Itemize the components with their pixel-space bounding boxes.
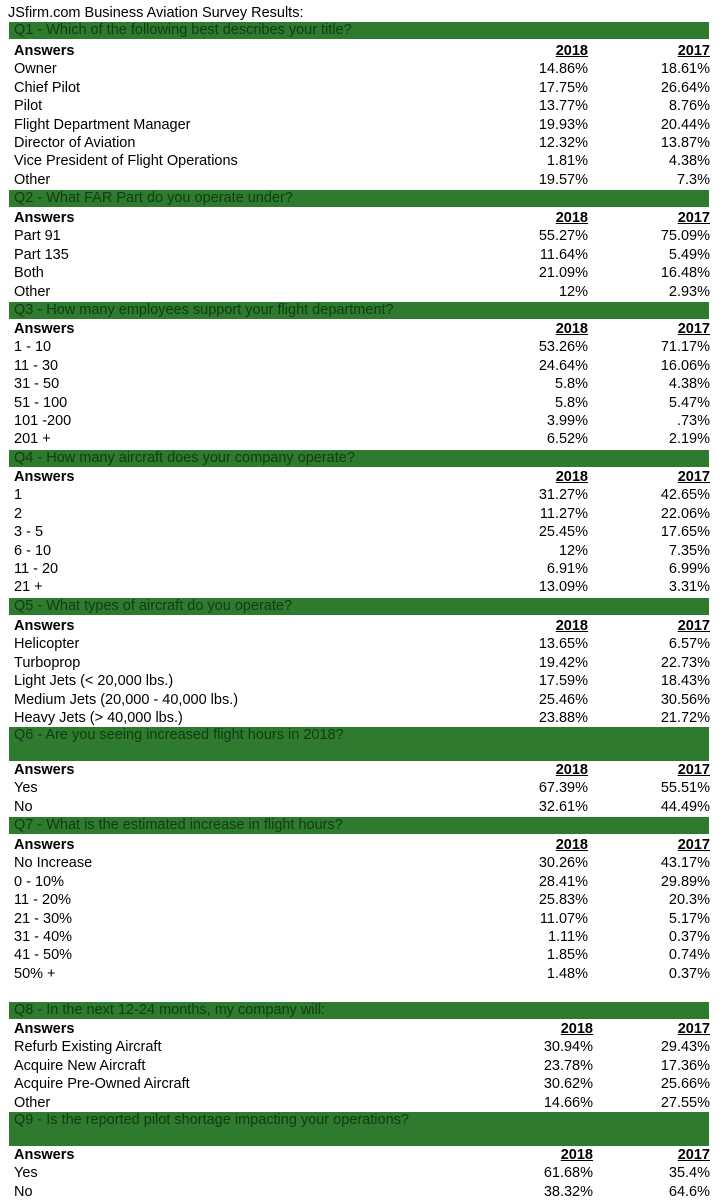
- value-2018: 61.68%: [543, 1165, 593, 1182]
- column-header-row: [14, 761, 710, 779]
- value-2017: .73%: [676, 413, 710, 429]
- answers-column-header: Answers: [14, 321, 75, 337]
- question-header: Q2 - What FAR Part do you operate under?: [9, 190, 709, 207]
- table-row: [14, 854, 710, 872]
- column-header-row: [14, 617, 710, 635]
- value-2017: 44.49%: [660, 798, 710, 815]
- answer-label: Owner: [14, 61, 57, 78]
- value-2018: 25.45%: [538, 524, 588, 541]
- table-row: [14, 910, 710, 928]
- table-row: [14, 965, 710, 983]
- answer-label: 1: [14, 487, 23, 504]
- value-2017: 2.93%: [668, 283, 710, 300]
- value-2017: 0.37%: [668, 965, 710, 982]
- value-2018: 13.09%: [538, 579, 588, 596]
- table-row: [14, 357, 710, 375]
- value-2017: 35.4%: [668, 1165, 710, 1182]
- value-2018: 12%: [558, 283, 588, 300]
- value-2017: 25.66%: [660, 1076, 710, 1093]
- answer-label: 21 - 30%: [14, 910, 73, 927]
- value-2018: 11.27%: [539, 505, 588, 522]
- value-2018: 23.78%: [543, 1057, 593, 1074]
- year-2017-column-header: 2017: [677, 1021, 710, 1037]
- answer-label: Part 135: [14, 246, 69, 263]
- value-2017: 27.55%: [660, 1094, 710, 1111]
- answer-label: 51 - 100: [14, 394, 68, 411]
- value-2017: 6.57%: [668, 636, 710, 653]
- answer-label: 31 - 50: [14, 376, 60, 393]
- answer-label: Yes: [14, 1165, 38, 1182]
- answer-label: No: [14, 1183, 33, 1200]
- value-2017: 7.3%: [676, 171, 710, 188]
- column-header-row: [14, 1146, 710, 1164]
- answer-label: Chief Pilot: [14, 79, 81, 96]
- value-2017: 16.48%: [660, 265, 710, 282]
- table-row: [14, 672, 710, 690]
- value-2018: 25.83%: [538, 892, 588, 909]
- value-2018: 30.62%: [543, 1076, 593, 1093]
- column-header-row: [14, 320, 710, 338]
- value-2017: 17.65%: [660, 524, 710, 541]
- answer-label: Refurb Existing Aircraft: [14, 1039, 162, 1056]
- column-header-row: [14, 1020, 710, 1038]
- table-row: [14, 1075, 710, 1093]
- answer-label: Flight Department Manager: [14, 116, 191, 133]
- answer-label: 41 - 50%: [14, 947, 73, 964]
- answer-label: 11 - 20: [14, 561, 59, 577]
- value-2018: 1.81%: [546, 153, 588, 170]
- table-row: [14, 430, 710, 448]
- value-2017: 5.49%: [668, 246, 710, 263]
- table-row: [14, 152, 710, 170]
- year-2018-column-header: 2018: [555, 321, 588, 337]
- year-2018-column-header: 2018: [555, 618, 588, 634]
- value-2017: 30.56%: [660, 691, 710, 708]
- value-2018: 32.61%: [538, 798, 588, 815]
- year-2017-column-header: 2017: [677, 321, 710, 337]
- answer-label: 0 - 10%: [14, 873, 64, 890]
- table-row: [14, 654, 710, 672]
- table-row: [14, 412, 710, 430]
- answer-label: Turboprop: [14, 654, 81, 671]
- table-row: [14, 1057, 710, 1075]
- answer-label: 201 +: [14, 431, 51, 448]
- value-2017: 64.6%: [668, 1183, 710, 1200]
- value-2017: 22.73%: [660, 654, 710, 671]
- table-row: [14, 338, 710, 356]
- answer-label: Part 91: [14, 228, 61, 245]
- answers-column-header: Answers: [14, 1021, 75, 1037]
- column-header-row: [14, 468, 710, 486]
- answer-label: 101 -200: [14, 413, 72, 429]
- table-row: [14, 97, 710, 115]
- answer-label: 31 - 40%: [14, 929, 73, 945]
- answer-label: Other: [14, 1094, 51, 1111]
- answer-label: 2: [14, 505, 23, 522]
- value-2018: 25.46%: [538, 691, 588, 708]
- table-row: [14, 873, 710, 891]
- value-2018: 55.27%: [538, 228, 588, 245]
- value-2018: 53.26%: [538, 339, 588, 356]
- answer-label: Yes: [14, 780, 38, 797]
- year-2018-column-header: 2018: [555, 469, 588, 485]
- answer-label: Both: [14, 265, 44, 282]
- answer-label: 50% +: [14, 965, 56, 982]
- value-2018: 19.93%: [538, 116, 588, 133]
- table-row: [14, 709, 710, 727]
- question-header: Q1 - Which of the following best describes your title?: [9, 22, 709, 39]
- answer-label: 1 - 10: [14, 339, 52, 356]
- year-2018-column-header: 2018: [555, 43, 588, 59]
- answer-label: 3 - 5: [14, 524, 44, 541]
- answer-label: Vice President of Flight Operations: [14, 153, 238, 170]
- value-2017: 20.44%: [660, 116, 710, 133]
- table-row: [14, 394, 710, 412]
- year-2017-column-header: 2017: [677, 469, 710, 485]
- table-row: [14, 1164, 710, 1182]
- value-2018: 5.8%: [554, 394, 588, 411]
- table-row: [14, 227, 710, 245]
- table-row: [14, 523, 710, 541]
- value-2017: 2.19%: [668, 431, 710, 448]
- value-2017: 16.06%: [660, 357, 710, 374]
- answer-label: No Increase: [14, 855, 93, 872]
- answer-label: Helicopter: [14, 636, 80, 653]
- question-header: Q4 - How many aircraft does your company operate?: [9, 450, 709, 467]
- answer-label: Light Jets (< 20,000 lbs.): [14, 673, 174, 690]
- value-2017: 18.61%: [660, 61, 710, 78]
- value-2017: 43.17%: [660, 855, 710, 872]
- table-row: [14, 505, 710, 523]
- value-2018: 17.59%: [538, 673, 588, 690]
- question-header: Q5 - What types of aircraft do you operate?: [9, 598, 709, 615]
- table-row: [14, 375, 710, 393]
- question-header: Q9 - Is the reported pilot shortage impacting your operations?: [9, 1112, 709, 1146]
- value-2017: 17.36%: [660, 1057, 710, 1074]
- question-header: Q6 - Are you seeing increased flight hours in 2018?: [9, 727, 709, 761]
- column-header-row: [14, 42, 710, 60]
- table-row: [14, 928, 710, 946]
- table-row: [14, 1183, 710, 1201]
- value-2018: 13.65%: [538, 636, 588, 653]
- answer-label: 6 - 10: [14, 542, 52, 559]
- answers-column-header: Answers: [14, 762, 75, 778]
- value-2018: 14.86%: [538, 61, 588, 78]
- value-2018: 5.8%: [554, 376, 588, 393]
- value-2018: 17.75%: [538, 79, 588, 96]
- table-row: [14, 60, 710, 78]
- year-2018-column-header: 2018: [555, 762, 588, 778]
- year-2017-column-header: 2017: [677, 1147, 710, 1163]
- value-2018: 6.91%: [546, 561, 588, 577]
- table-row: [14, 542, 710, 560]
- table-row: [14, 1094, 710, 1112]
- table-row: [14, 635, 710, 653]
- value-2018: 24.64%: [538, 357, 588, 374]
- year-2017-column-header: 2017: [677, 43, 710, 59]
- value-2017: 4.38%: [668, 376, 710, 393]
- column-header-row: [14, 209, 710, 227]
- value-2017: 26.64%: [660, 79, 710, 96]
- value-2018: 13.77%: [538, 98, 588, 115]
- value-2018: 30.94%: [543, 1039, 593, 1056]
- answer-label: Medium Jets (20,000 - 40,000 lbs.): [14, 691, 239, 708]
- table-row: [14, 486, 710, 504]
- table-row: [14, 578, 710, 596]
- table-row: [14, 691, 710, 709]
- table-row: [14, 283, 710, 301]
- answer-label: 21 +: [14, 579, 43, 596]
- year-2017-column-header: 2017: [677, 618, 710, 634]
- value-2017: 29.43%: [660, 1039, 710, 1056]
- answer-label: 11 - 20%: [14, 892, 71, 909]
- value-2017: 75.09%: [660, 228, 710, 245]
- value-2018: 19.42%: [538, 654, 588, 671]
- value-2017: 0.37%: [668, 929, 710, 945]
- value-2018: 19.57%: [538, 171, 588, 188]
- answer-label: Director of Aviation: [14, 135, 136, 151]
- table-row: [14, 946, 710, 964]
- table-row: [14, 798, 710, 816]
- value-2018: 12.32%: [538, 135, 588, 151]
- value-2017: 5.17%: [668, 910, 710, 927]
- page-title: JSfirm.com Business Aviation Survey Results:: [8, 5, 304, 21]
- value-2018: 6.52%: [546, 431, 588, 448]
- value-2018: 14.66%: [543, 1094, 593, 1111]
- value-2018: 30.26%: [538, 855, 588, 872]
- value-2017: 29.89%: [660, 873, 710, 890]
- value-2018: 67.39%: [538, 780, 588, 797]
- year-2018-column-header: 2018: [560, 1021, 593, 1037]
- value-2017: 22.06%: [660, 505, 710, 522]
- question-header: Q8 - In the next 12-24 months, my company will:: [9, 1002, 709, 1019]
- value-2018: 31.27%: [538, 487, 588, 504]
- year-2017-column-header: 2017: [677, 837, 710, 853]
- value-2017: 18.43%: [660, 673, 710, 690]
- value-2017: 20.3%: [668, 892, 710, 909]
- table-row: [14, 560, 710, 578]
- year-2017-column-header: 2017: [677, 210, 710, 226]
- value-2018: 3.99%: [546, 413, 588, 429]
- value-2017: 5.47%: [668, 394, 710, 411]
- answer-label: Pilot: [14, 98, 43, 115]
- answer-label: Other: [14, 171, 51, 188]
- answers-column-header: Answers: [14, 618, 75, 634]
- value-2018: 23.88%: [538, 710, 588, 726]
- table-row: [14, 116, 710, 134]
- value-2017: 3.31%: [668, 579, 710, 596]
- year-2018-column-header: 2018: [555, 210, 588, 226]
- year-2017-column-header: 2017: [677, 762, 710, 778]
- question-header: Q3 - How many employees support your flight department?: [9, 302, 709, 319]
- value-2017: 7.35%: [668, 542, 710, 559]
- table-row: [14, 779, 710, 797]
- table-row: [14, 1038, 710, 1056]
- question-header: Q7 - What is the estimated increase in flight hours?: [9, 817, 709, 834]
- answers-column-header: Answers: [14, 469, 75, 485]
- table-row: [14, 171, 710, 189]
- value-2018: 11.07%: [539, 910, 588, 927]
- value-2017: 13.87%: [660, 135, 710, 151]
- answer-label: 11 - 30: [14, 357, 59, 374]
- value-2017: 21.72%: [660, 710, 710, 726]
- value-2018: 1.85%: [546, 947, 588, 964]
- value-2018: 28.41%: [538, 873, 588, 890]
- value-2018: 21.09%: [538, 265, 588, 282]
- table-row: [14, 264, 710, 282]
- table-row: [14, 79, 710, 97]
- answers-column-header: Answers: [14, 837, 75, 853]
- answers-column-header: Answers: [14, 1147, 75, 1163]
- answer-label: No: [14, 798, 33, 815]
- table-row: [14, 891, 710, 909]
- value-2018: 11.64%: [539, 246, 588, 263]
- value-2017: 6.99%: [668, 561, 710, 577]
- value-2017: 55.51%: [660, 780, 710, 797]
- answer-label: Acquire New Aircraft: [14, 1057, 146, 1074]
- value-2017: 0.74%: [668, 947, 710, 964]
- value-2018: 12%: [558, 542, 588, 559]
- value-2017: 8.76%: [668, 98, 710, 115]
- answer-label: Acquire Pre-Owned Aircraft: [14, 1076, 190, 1093]
- answers-column-header: Answers: [14, 210, 75, 226]
- table-row: [14, 134, 710, 152]
- value-2018: 38.32%: [543, 1183, 593, 1200]
- value-2017: 71.17%: [660, 339, 710, 356]
- value-2017: 42.65%: [660, 487, 710, 504]
- year-2018-column-header: 2018: [560, 1147, 593, 1163]
- year-2018-column-header: 2018: [555, 837, 588, 853]
- answers-column-header: Answers: [14, 43, 75, 59]
- column-header-row: [14, 836, 710, 854]
- answer-label: Other: [14, 283, 51, 300]
- value-2018: 1.11%: [547, 929, 588, 945]
- answer-label: Heavy Jets (> 40,000 lbs.): [14, 710, 183, 726]
- value-2018: 1.48%: [546, 965, 588, 982]
- table-row: [14, 246, 710, 264]
- value-2017: 4.38%: [668, 153, 710, 170]
